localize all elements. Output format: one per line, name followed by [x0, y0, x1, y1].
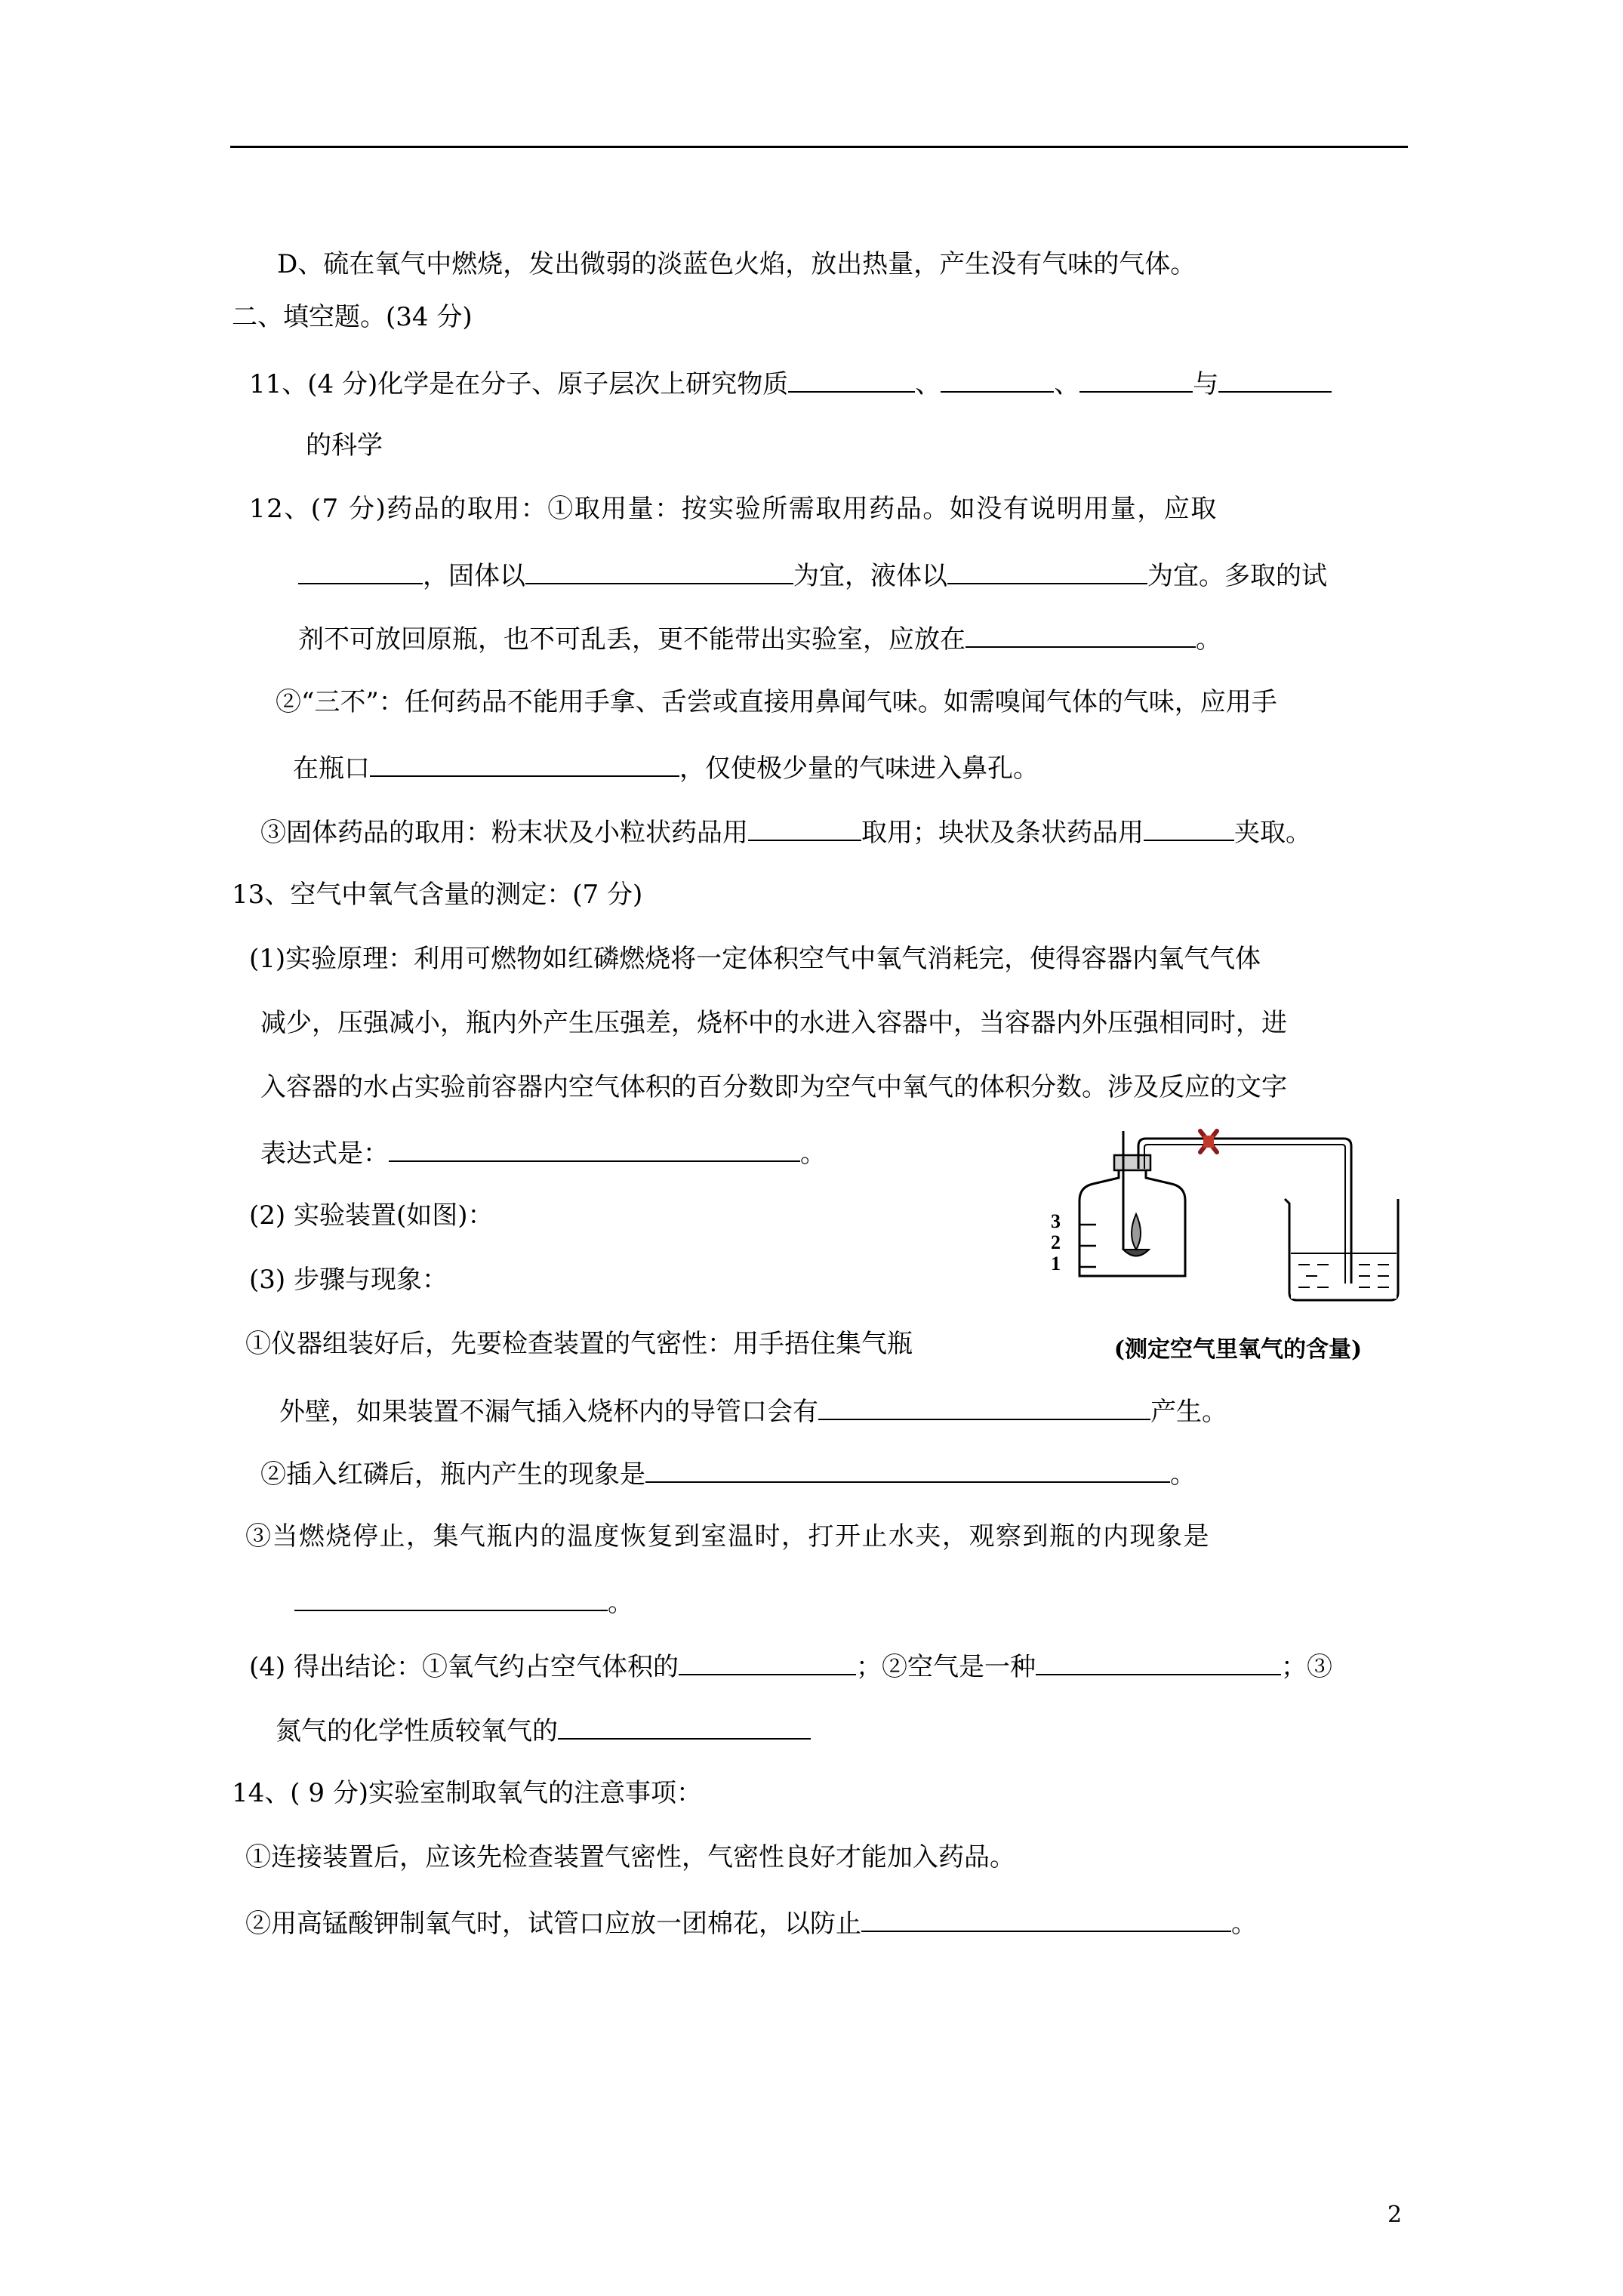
question-12-line2: ，固体以 为宜，液体以 为宜。多取的试 — [298, 557, 1327, 593]
scale-label-1: 1 — [1051, 1253, 1061, 1274]
question-12-rule2: ②“三不”：任何药品不能用手拿、舌尝或直接用鼻闻气味。如需嗅闻气体的气味，应用手 — [276, 687, 1277, 717]
answer-blank[interactable] — [947, 557, 1147, 584]
answer-blank[interactable] — [645, 1456, 1170, 1483]
answer-blank[interactable] — [1036, 1648, 1281, 1675]
question-13-steps: (3) 步骤与现象： — [249, 1265, 448, 1295]
answer-blank[interactable] — [370, 750, 679, 777]
answer-blank[interactable] — [1144, 814, 1234, 841]
answer-blank[interactable] — [1079, 365, 1193, 393]
answer-blank[interactable] — [294, 1584, 608, 1611]
question-14: 14、( 9 分)实验室制取氧气的注意事项： — [232, 1778, 703, 1808]
question-13-step1: ①仪器组装好后，先要检查装置的气密性：用手捂住集气瓶 — [245, 1329, 913, 1359]
question-11-cont: 的科学 — [306, 430, 383, 461]
question-13: 13、空气中氧气含量的测定：(7 分) — [232, 880, 643, 910]
answer-blank[interactable] — [525, 557, 793, 584]
question-11: 11、(4 分)化学是在分子、原子层次上研究物质 、 、 与 — [249, 365, 1332, 401]
figure-caption: (测定空气里氧气的含量) — [1113, 1336, 1363, 1363]
question-14-item2: ②用高锰酸钾制氧气时，试管口应放一团棉花，以防止 。 — [245, 1905, 1257, 1940]
question-13-conclusion-cont: 氮气的化学性质较氧气的 — [276, 1712, 811, 1748]
answer-blank[interactable] — [818, 1393, 1150, 1420]
question-13-step2: ②插入红磷后，瓶内产生的现象是 。 — [260, 1456, 1196, 1491]
answer-blank[interactable] — [748, 814, 861, 841]
answer-blank[interactable] — [679, 1648, 856, 1675]
question-12: 12、(7 分)药品的取用：①取用量：按实验所需取用药品。如没有说明用量，应取 — [249, 494, 1218, 524]
apparatus-diagram — [1042, 1125, 1419, 1329]
question-13-principle-3: 入容器的水占实验前容器内空气体积的百分数即为空气中氧气的体积分数。涉及反应的文字 — [260, 1072, 1287, 1102]
answer-blank[interactable] — [788, 365, 915, 393]
question-13-step1-cont: 外壁，如果装置不漏气插入烧杯内的导管口会有 产生。 — [279, 1393, 1227, 1428]
apparatus-figure — [1042, 1125, 1419, 1374]
answer-blank[interactable] — [965, 621, 1196, 648]
header-rule — [230, 146, 1408, 148]
question-12-rule3: ③固体药品的取用：粉末状及小粒状药品用 取用；块状及条状药品用 夹取。 — [260, 814, 1311, 849]
question-13-step3-cont: 。 — [294, 1584, 633, 1620]
option-d: D、硫在氧气中燃烧，发出微弱的淡蓝色火焰，放出热量，产生没有气味的气体。 — [277, 249, 1196, 279]
scale-label-2: 2 — [1051, 1231, 1061, 1253]
answer-blank[interactable] — [298, 557, 423, 584]
answer-blank[interactable] — [558, 1712, 811, 1740]
question-14-item1: ①连接装置后，应该先检查装置气密性，气密性良好才能加入药品。 — [245, 1842, 1015, 1872]
answer-blank[interactable] — [941, 365, 1054, 393]
section-title: 二、填空题。(34 分) — [232, 302, 473, 332]
question-13-principle-2: 减少，压强减小，瓶内外产生压强差，烧杯中的水进入容器中，当容器内外压强相同时，进 — [260, 1008, 1287, 1038]
answer-blank[interactable] — [389, 1135, 800, 1162]
answer-blank[interactable] — [861, 1905, 1231, 1932]
scale-label-3: 3 — [1051, 1210, 1061, 1232]
answer-blank[interactable] — [1218, 365, 1332, 393]
page-number: 2 — [1387, 2202, 1403, 2228]
question-12-line3: 剂不可放回原瓶，也不可乱丢，更不能带出实验室，应放在 。 — [298, 621, 1221, 656]
question-12-line5: 在瓶口 ，仅使极少量的气味进入鼻孔。 — [293, 750, 1039, 785]
question-13-apparatus: (2) 实验装置(如图)： — [249, 1200, 494, 1231]
question-13-principle-4: 表达式是： 。 — [260, 1135, 826, 1170]
question-13-principle: (1)实验原理：利用可燃物如红磷燃烧将一定体积空气中氧气消耗完，使得容器内氧气气体 — [249, 944, 1261, 974]
question-13-conclusion: (4) 得出结论：①氧气约占空气体积的 ；②空气是一种 ；③ — [249, 1648, 1332, 1684]
question-13-step3: ③当燃烧停止，集气瓶内的温度恢复到室温时，打开止水夹，观察到瓶的内现象是 — [245, 1521, 1210, 1552]
